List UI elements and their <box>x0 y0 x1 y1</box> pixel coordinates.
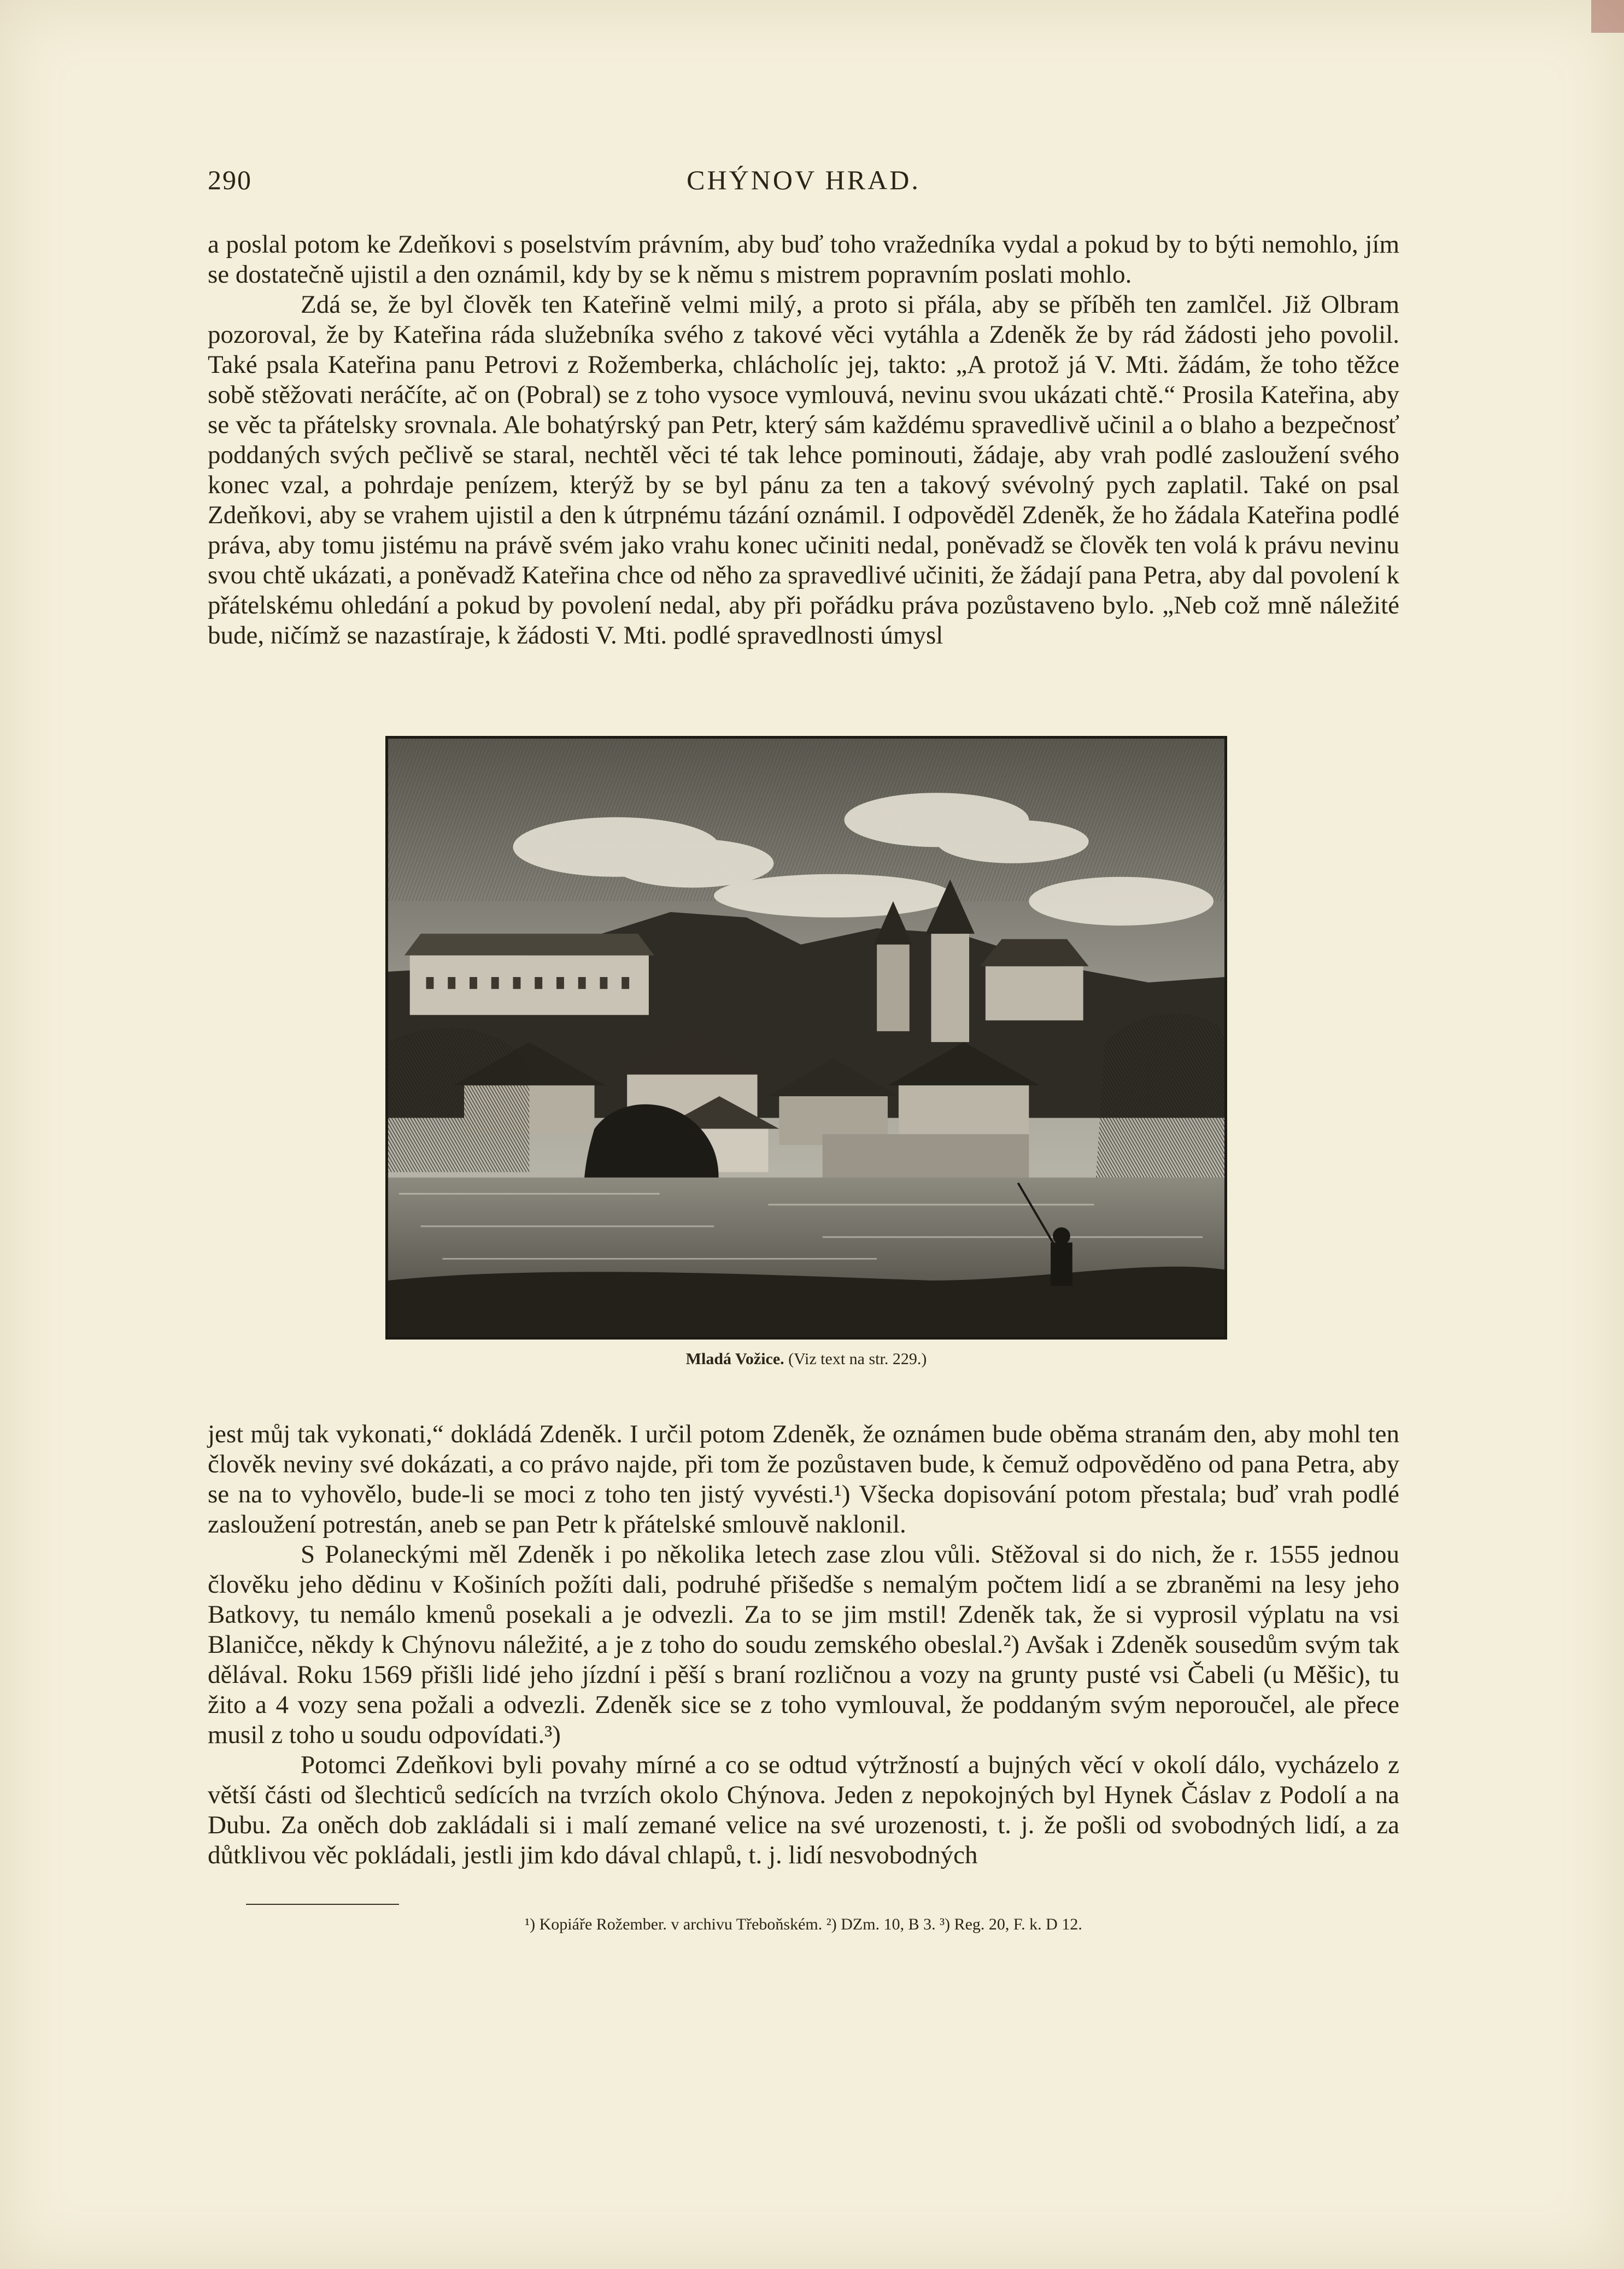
trees-right <box>1094 1014 1224 1205</box>
paragraph: jest můj tak vykonati,“ dokládá Zdeněk. I určil potom Zdeněk, že oznámen bude oběma stranám den, aby mohl ten člověk neviny své dokázati, a co právo najde, při tom že pozůstaven bude, k čemuž odpověděno od pana Petra, aby se na to vyhovělo, bude-li se moci z toho ten jistý vyvésti.¹) Všecka dopisování potom přestala; buď vrah podlé zasloužení potrestán, aneb se pan Petr k přátelské smlouvě naklonil. <box>208 1420 1399 1539</box>
trees-left <box>388 1028 529 1172</box>
body-text-top <box>208 230 1399 651</box>
figure-caption <box>385 1348 1227 1370</box>
near-bank <box>388 1267 1224 1337</box>
footnote-rule <box>246 1904 399 1905</box>
page-edge-mark <box>1591 0 1624 33</box>
paragraph: Zdá se, že byl člověk ten Kateřině velmi milý, a proto si přála, aby se příběh ten zamlčel. Již Olbram pozoroval, že by Kateřina ráda služebníka svého z takové věci vytáhla a Zdeněk že by rád žádosti jeho povolil. Také psala Kateřina panu Petrovi z Rožemberka, chlácholíc jej, takto: „A protož já V. Mti. žádám, že toho těžce sobě stěžovati neráčíte, ač on (Pobral) se z toho vysoce vymlouvá, nevinu svou ukázati chtě.“ Prosila Kateřina, aby se věc ta přátelsky srovnala. Ale bohatýrský pan Petr, který sám každému spravedlivě učinil a o blaho a bezpečnosť poddaných svých pečlivě se staral, nechtěl věci té tak lehce pominouti, žádaje, aby vrah podlé zasloužení svého konec vzal, a pohrdaje penízem, kterýž by se byl pánu za ten a takový svévolný pych zaplatil. Také on psal Zdeňkovi, aby se vrahem ujistil a den k útrpnému tázání oznámil. I odpověděl Zdeněk, že ho žádala Kateřina podlé práva, aby tomu jistému na právě svém jako vrahu konec učiniti nedal, poněvadž se člověk ten volá k právu nevinu svou chtě ukázati, a poněvadž Kateřina chce od něho za spravedlivé učiniti, že žádají pana Petra, aby dal povolení k přátelskému ohledání a pokud by povolení nedal, aby při pořádku práva pozůstaveno bylo. „Neb což mně náležité bude, ničímž se nazastíraje, k žádosti V. Mti. podlé spravedlnosti úmysl <box>208 290 1399 650</box>
caption-reference: (Viz text na str. 229.) <box>788 1350 927 1368</box>
running-title: CHÝNOV HRAD. <box>687 165 921 195</box>
river <box>388 1178 1224 1280</box>
figure-engraving <box>385 736 1227 1340</box>
page-header <box>208 164 1399 208</box>
town-illustration <box>388 739 1224 1337</box>
paragraph: Potomci Zdeňkovi byli povahy mírné a co se odtud výtržností a bujných věcí v okolí dálo, vycházelo z větší části od šlechticů sedících na tvrzích okolo Chýnova. Jeden z nepokojných byl Hynek Čáslav z Podolí a na Dubu. Za oněch dob zakládali si i malí zemané velice na své urozenosti, t. j. že pošli od svobodných lidí, a za důtklivou věc pokládali, jestli jim kdo dával chlapů, t. j. lidí nesvobodných <box>208 1751 1399 1869</box>
body-text-bottom <box>208 1419 1399 1870</box>
caption-title: Mladá Vožice. <box>685 1350 784 1368</box>
footnotes: ¹) Kopiáře Rožember. v archivu Třeboňském. ²) DZm. 10, B 3. ³) Reg. 20, F. k. D 12. <box>525 1915 1082 1933</box>
chateau <box>404 934 654 1015</box>
paragraph: a poslal potom ke Zdeňkovi s poselstvím právním, aby buď toho vražedníka vydal a pokud by to býti nemohlo, jím se dostatečně ujistil a den oznámil, kdy by se k němu s mistrem popravním poslati mohlo. <box>208 230 1399 289</box>
page-number: 290 <box>208 165 252 195</box>
paragraph: S Polaneckými měl Zdeněk i po několika letech zase zlou vůli. Stěžoval si do nich, že r. 1555 jednou člověku jeho dědinu v Košiních požíti dali, podruhé přišedše s nemalým počtem lidí a se zbraněmi na lesy jeho Batkovy, tu nemálo kmenů posekali a je odvezli. Za to se jim mstil! Zdeněk tak, že si vyprosil výplatu na vsi Blaničce, někdy k Chýnovu náležité, a je z toho do soudu zemského obeslal.²) Avšak i Zdeněk sousedům svým tak dělával. Roku 1569 přišli lidé jeho jízdní i pěší s braní rozličnou a vozy na grunty pusté vsi Čabeli (u Měšic), tu žito a 4 vozy sena požali a odvezli. Zdeněk sice se z toho vymlouval, že poddaným svým neporoučel, ale přece musil z toho u soudu odpovídati.³) <box>208 1540 1399 1749</box>
